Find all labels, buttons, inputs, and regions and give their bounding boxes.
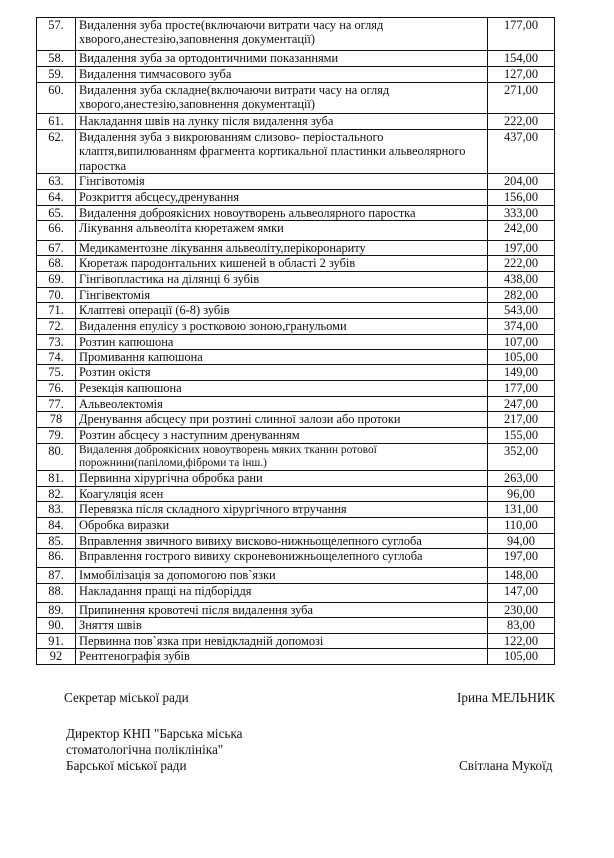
service-price: 147,00	[488, 583, 555, 602]
description-line: клаптя,випилюванням фрагмента кортикальної пластинки альвеолярного	[79, 144, 466, 159]
service-description	[76, 271, 488, 287]
table-row	[37, 271, 555, 287]
row-number: 79.	[37, 427, 76, 443]
row-number: 78	[37, 412, 76, 427]
table-row	[37, 318, 555, 334]
service-description	[76, 350, 488, 365]
service-description	[76, 618, 488, 633]
description-line: Перевязка після складного хірургічного втручання	[79, 502, 347, 517]
table-row	[37, 583, 555, 602]
description-line: Видалення доброякісних новоутворень альвеолярного паростка	[79, 205, 416, 220]
service-description	[76, 548, 488, 567]
service-price: 154,00	[488, 51, 555, 67]
service-description	[76, 318, 488, 334]
table-row	[37, 502, 555, 518]
director-title-line-2: стоматологічна поліклініка"	[66, 742, 224, 757]
table-row	[37, 130, 555, 174]
director-title	[66, 726, 243, 774]
service-price: 110,00	[488, 518, 555, 533]
row-number: 58.	[37, 51, 76, 67]
table-row	[37, 412, 555, 427]
table-row	[37, 83, 555, 114]
service-price: 127,00	[488, 67, 555, 83]
director-title-line-1: Директор КНП "Барська міська	[66, 726, 243, 741]
description-line: Припинення кровотечі після видалення зуба	[79, 602, 313, 617]
row-number: 91.	[37, 633, 76, 648]
service-price: 217,00	[488, 412, 555, 427]
row-number: 70.	[37, 287, 76, 302]
service-price: 156,00	[488, 190, 555, 205]
table-row	[37, 443, 555, 470]
row-number: 66.	[37, 221, 76, 241]
service-description	[76, 412, 488, 427]
table-row	[37, 618, 555, 633]
description-line: Видалення доброякісних новоутворень мяких тканин ротової	[79, 443, 377, 456]
service-description	[76, 470, 488, 486]
row-number: 72.	[37, 318, 76, 334]
service-description	[76, 174, 488, 190]
description-line: Клаптеві операції (6-8) зубів	[79, 303, 230, 318]
service-description	[76, 380, 488, 396]
service-price: 155,00	[488, 427, 555, 443]
service-description	[76, 18, 488, 51]
table-row	[37, 365, 555, 380]
table-row	[37, 518, 555, 533]
description-line: Видалення зуба складне(включаючи витрати часу на огляд	[79, 83, 390, 97]
description-line: Гінгівопластика на ділянці 6 зубів	[79, 271, 260, 286]
row-number: 83.	[37, 502, 76, 518]
row-number: 86.	[37, 548, 76, 567]
description-line: Альвеолектомія	[79, 396, 163, 411]
description-line: Первинна пов`язка при невідкладній допомозі	[79, 633, 324, 648]
row-number: 87.	[37, 567, 76, 583]
row-number: 69.	[37, 271, 76, 287]
service-description	[76, 334, 488, 349]
row-number: 73.	[37, 334, 76, 349]
row-number: 90.	[37, 618, 76, 633]
description-line: Обробка виразки	[79, 518, 170, 533]
description-line: хворого,анестезію,заповнення документації)	[79, 97, 315, 112]
service-description	[76, 533, 488, 548]
service-description	[76, 51, 488, 67]
row-number: 67.	[37, 241, 76, 256]
table-row	[37, 396, 555, 411]
row-number: 68.	[37, 256, 76, 271]
description-line: Первинна хірургічна обробка рани	[79, 470, 263, 485]
service-price: 222,00	[488, 256, 555, 271]
table-row	[37, 51, 555, 67]
service-description	[76, 190, 488, 205]
description-line: Вправлення гострого вивиху скроневонижньощелепного суглоба	[79, 548, 423, 563]
description-line: Кюретаж пародонтальних кишеней в області 2 зубів	[79, 256, 356, 271]
row-number: 64.	[37, 190, 76, 205]
description-line: Розтин абсцесу з наступним дренуванням	[79, 427, 300, 442]
description-line: Накладання швів на лунку після видалення зуба	[79, 114, 334, 128]
table-row	[37, 256, 555, 271]
description-line: хворого,анестезію,заповнення документації)	[79, 32, 315, 47]
row-number: 63.	[37, 174, 76, 190]
table-row	[37, 533, 555, 548]
description-line: Дренування абсцесу при розтині слинної залози або протоки	[79, 412, 401, 427]
description-line: Гінгівектомія	[79, 287, 151, 302]
service-price: 83,00	[488, 618, 555, 633]
service-price: 222,00	[488, 114, 555, 130]
row-number: 88.	[37, 583, 76, 602]
row-number: 85.	[37, 533, 76, 548]
service-price: 149,00	[488, 365, 555, 380]
service-price: 204,00	[488, 174, 555, 190]
service-description	[76, 427, 488, 443]
table-row	[37, 567, 555, 583]
service-description	[76, 602, 488, 617]
service-price: 148,00	[488, 567, 555, 583]
table-row	[37, 114, 555, 130]
table-row	[37, 380, 555, 396]
service-description	[76, 443, 488, 470]
secretary-name: Ірина МЕЛЬНИК	[457, 690, 556, 705]
table-row	[37, 470, 555, 486]
row-number: 77.	[37, 396, 76, 411]
service-price: 107,00	[488, 334, 555, 349]
service-description	[76, 502, 488, 518]
table-row	[37, 221, 555, 241]
director-name: Світлана Мукоїд	[459, 758, 553, 773]
service-description	[76, 67, 488, 83]
description-line: Промивання капюшона	[79, 350, 203, 365]
service-description	[76, 256, 488, 271]
table-row	[37, 287, 555, 302]
service-description	[76, 567, 488, 583]
table-row	[37, 241, 555, 256]
service-price: 230,00	[488, 602, 555, 617]
table-row	[37, 190, 555, 205]
service-description	[76, 633, 488, 648]
row-number: 59.	[37, 67, 76, 83]
description-line: Видалення зуба з викроюванням слизово- періостального	[79, 130, 384, 144]
description-line: Гінгівотомія	[79, 174, 145, 189]
description-line: порожнини(папіломи,фіброми та інш.)	[79, 456, 267, 469]
description-line: Резекція капюшона	[79, 380, 182, 395]
service-price: 96,00	[488, 486, 555, 501]
row-number: 76.	[37, 380, 76, 396]
service-price: 105,00	[488, 649, 555, 664]
description-line: Коагуляція ясен	[79, 486, 164, 501]
row-number: 81.	[37, 470, 76, 486]
table-row	[37, 427, 555, 443]
service-description	[76, 241, 488, 256]
table-row	[37, 18, 555, 51]
row-number: 75.	[37, 365, 76, 380]
service-price: 122,00	[488, 633, 555, 648]
price-table-body	[37, 18, 555, 665]
row-number: 57.	[37, 18, 76, 51]
service-price: 94,00	[488, 533, 555, 548]
director-title-line-3: Барської міської ради	[66, 758, 187, 773]
price-table	[36, 17, 555, 665]
service-price: 543,00	[488, 303, 555, 318]
service-description	[76, 486, 488, 501]
service-description	[76, 221, 488, 241]
description-line: Накладання пращі на підборіддя	[79, 583, 252, 598]
table-row	[37, 486, 555, 501]
service-price: 197,00	[488, 548, 555, 567]
table-row	[37, 67, 555, 83]
service-price: 242,00	[488, 221, 555, 241]
service-description	[76, 303, 488, 318]
row-number: 84.	[37, 518, 76, 533]
service-description	[76, 205, 488, 220]
service-price: 177,00	[488, 18, 555, 51]
description-line: Рентгенографія зубів	[79, 649, 190, 664]
service-description	[76, 287, 488, 302]
service-description	[76, 583, 488, 602]
service-price: 197,00	[488, 241, 555, 256]
description-line: Розкриття абсцесу,дренування	[79, 190, 240, 205]
secretary-title: Секретар міської ради	[64, 690, 189, 705]
service-price: 247,00	[488, 396, 555, 411]
row-number: 80.	[37, 443, 76, 470]
service-description	[76, 114, 488, 130]
service-description	[76, 518, 488, 533]
row-number: 82.	[37, 486, 76, 501]
row-number: 62.	[37, 130, 76, 174]
row-number: 71.	[37, 303, 76, 318]
description-line: Розтин окістя	[79, 365, 151, 380]
service-price: 438,00	[488, 271, 555, 287]
description-line: Видалення епулісу з ростковою зоною,гранульоми	[79, 318, 347, 333]
service-description	[76, 130, 488, 174]
service-price: 177,00	[488, 380, 555, 396]
service-price: 352,00	[488, 443, 555, 470]
description-line: Лікування альвеоліта кюретажем ямки	[79, 221, 284, 236]
service-price: 374,00	[488, 318, 555, 334]
table-row	[37, 602, 555, 617]
service-price: 271,00	[488, 83, 555, 114]
description-line: Зняття швів	[79, 618, 142, 633]
service-price: 131,00	[488, 502, 555, 518]
row-number: 74.	[37, 350, 76, 365]
service-price: 333,00	[488, 205, 555, 220]
description-line: Медикаментозне лікування альвеоліту,перікоронариту	[79, 241, 366, 256]
service-description	[76, 365, 488, 380]
row-number: 61.	[37, 114, 76, 130]
service-price: 282,00	[488, 287, 555, 302]
service-price: 263,00	[488, 470, 555, 486]
service-description	[76, 83, 488, 114]
description-line: Вправлення звичного вивиху висково-нижньощелепного суглоба	[79, 533, 422, 548]
table-row	[37, 548, 555, 567]
row-number: 60.	[37, 83, 76, 114]
description-line: Видалення тимчасового зуба	[79, 67, 232, 81]
table-row	[37, 205, 555, 220]
description-line: паростка	[79, 158, 127, 173]
table-row	[37, 350, 555, 365]
table-row	[37, 633, 555, 648]
service-description	[76, 649, 488, 664]
table-row	[37, 649, 555, 664]
service-price: 105,00	[488, 350, 555, 365]
description-line: Видалення зуба просте(включаючи витрати часу на огляд	[79, 18, 384, 32]
table-row	[37, 334, 555, 349]
row-number: 65.	[37, 205, 76, 220]
row-number: 89.	[37, 602, 76, 617]
description-line: Розтин капюшона	[79, 334, 174, 349]
description-line: Іммобілізація за допомогою пов`язки	[79, 567, 276, 582]
service-description	[76, 396, 488, 411]
row-number: 92	[37, 649, 76, 664]
table-row	[37, 174, 555, 190]
service-price: 437,00	[488, 130, 555, 174]
description-line: Видалення зуба за ортодонтичними показаннями	[79, 51, 339, 65]
table-row	[37, 303, 555, 318]
